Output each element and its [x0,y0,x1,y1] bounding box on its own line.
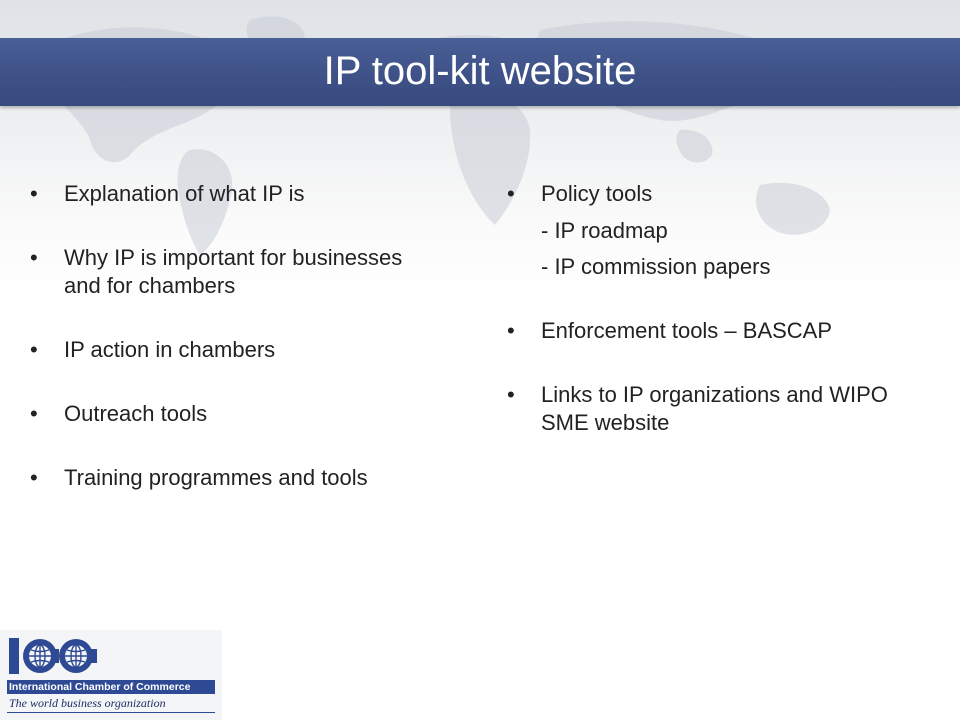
logo-organization-name: International Chamber of Commerce [9,681,191,693]
list-item [30,180,440,208]
bullet-text: Why IP is important for businesses and for chambers [64,245,403,298]
bullet-icon: • [507,318,515,343]
list-item [30,464,440,492]
list-item [507,317,927,345]
bullet-text: Policy tools [541,181,653,206]
bullet-icon: • [30,465,38,490]
bullet-text: Training programmes and tools [64,465,368,490]
sub-list-item: - IP roadmap [541,218,668,243]
bullet-icon: • [30,181,38,206]
list-item [507,381,927,437]
bullet-icon: • [30,245,38,270]
bullet-icon: • [507,382,515,407]
logo-tagline: The world business organization [9,696,166,710]
bullet-icon: • [507,181,515,206]
icc-logo [0,630,222,720]
left-bullet-list [30,180,440,492]
list-item [30,244,440,300]
bullet-text: Explanation of what IP is [64,181,305,206]
bullet-text: Outreach tools [64,401,208,426]
list-item [30,336,440,364]
list-item [507,180,927,208]
list-item [30,400,440,428]
bullet-icon: • [30,337,38,362]
slide-title: IP tool-kit website [323,49,637,93]
sub-list-item: - IP commission papers [541,254,771,279]
logo-divider [7,712,215,713]
icc-globe-logo-icon [8,636,98,676]
right-bullet-list [507,180,927,437]
bullet-text: Enforcement tools – BASCAP [541,318,833,343]
bullet-text: IP action in chambers [64,337,276,362]
bullet-text: Links to IP organizations and WIPO SME website [541,382,888,435]
bullet-icon: • [30,401,38,426]
